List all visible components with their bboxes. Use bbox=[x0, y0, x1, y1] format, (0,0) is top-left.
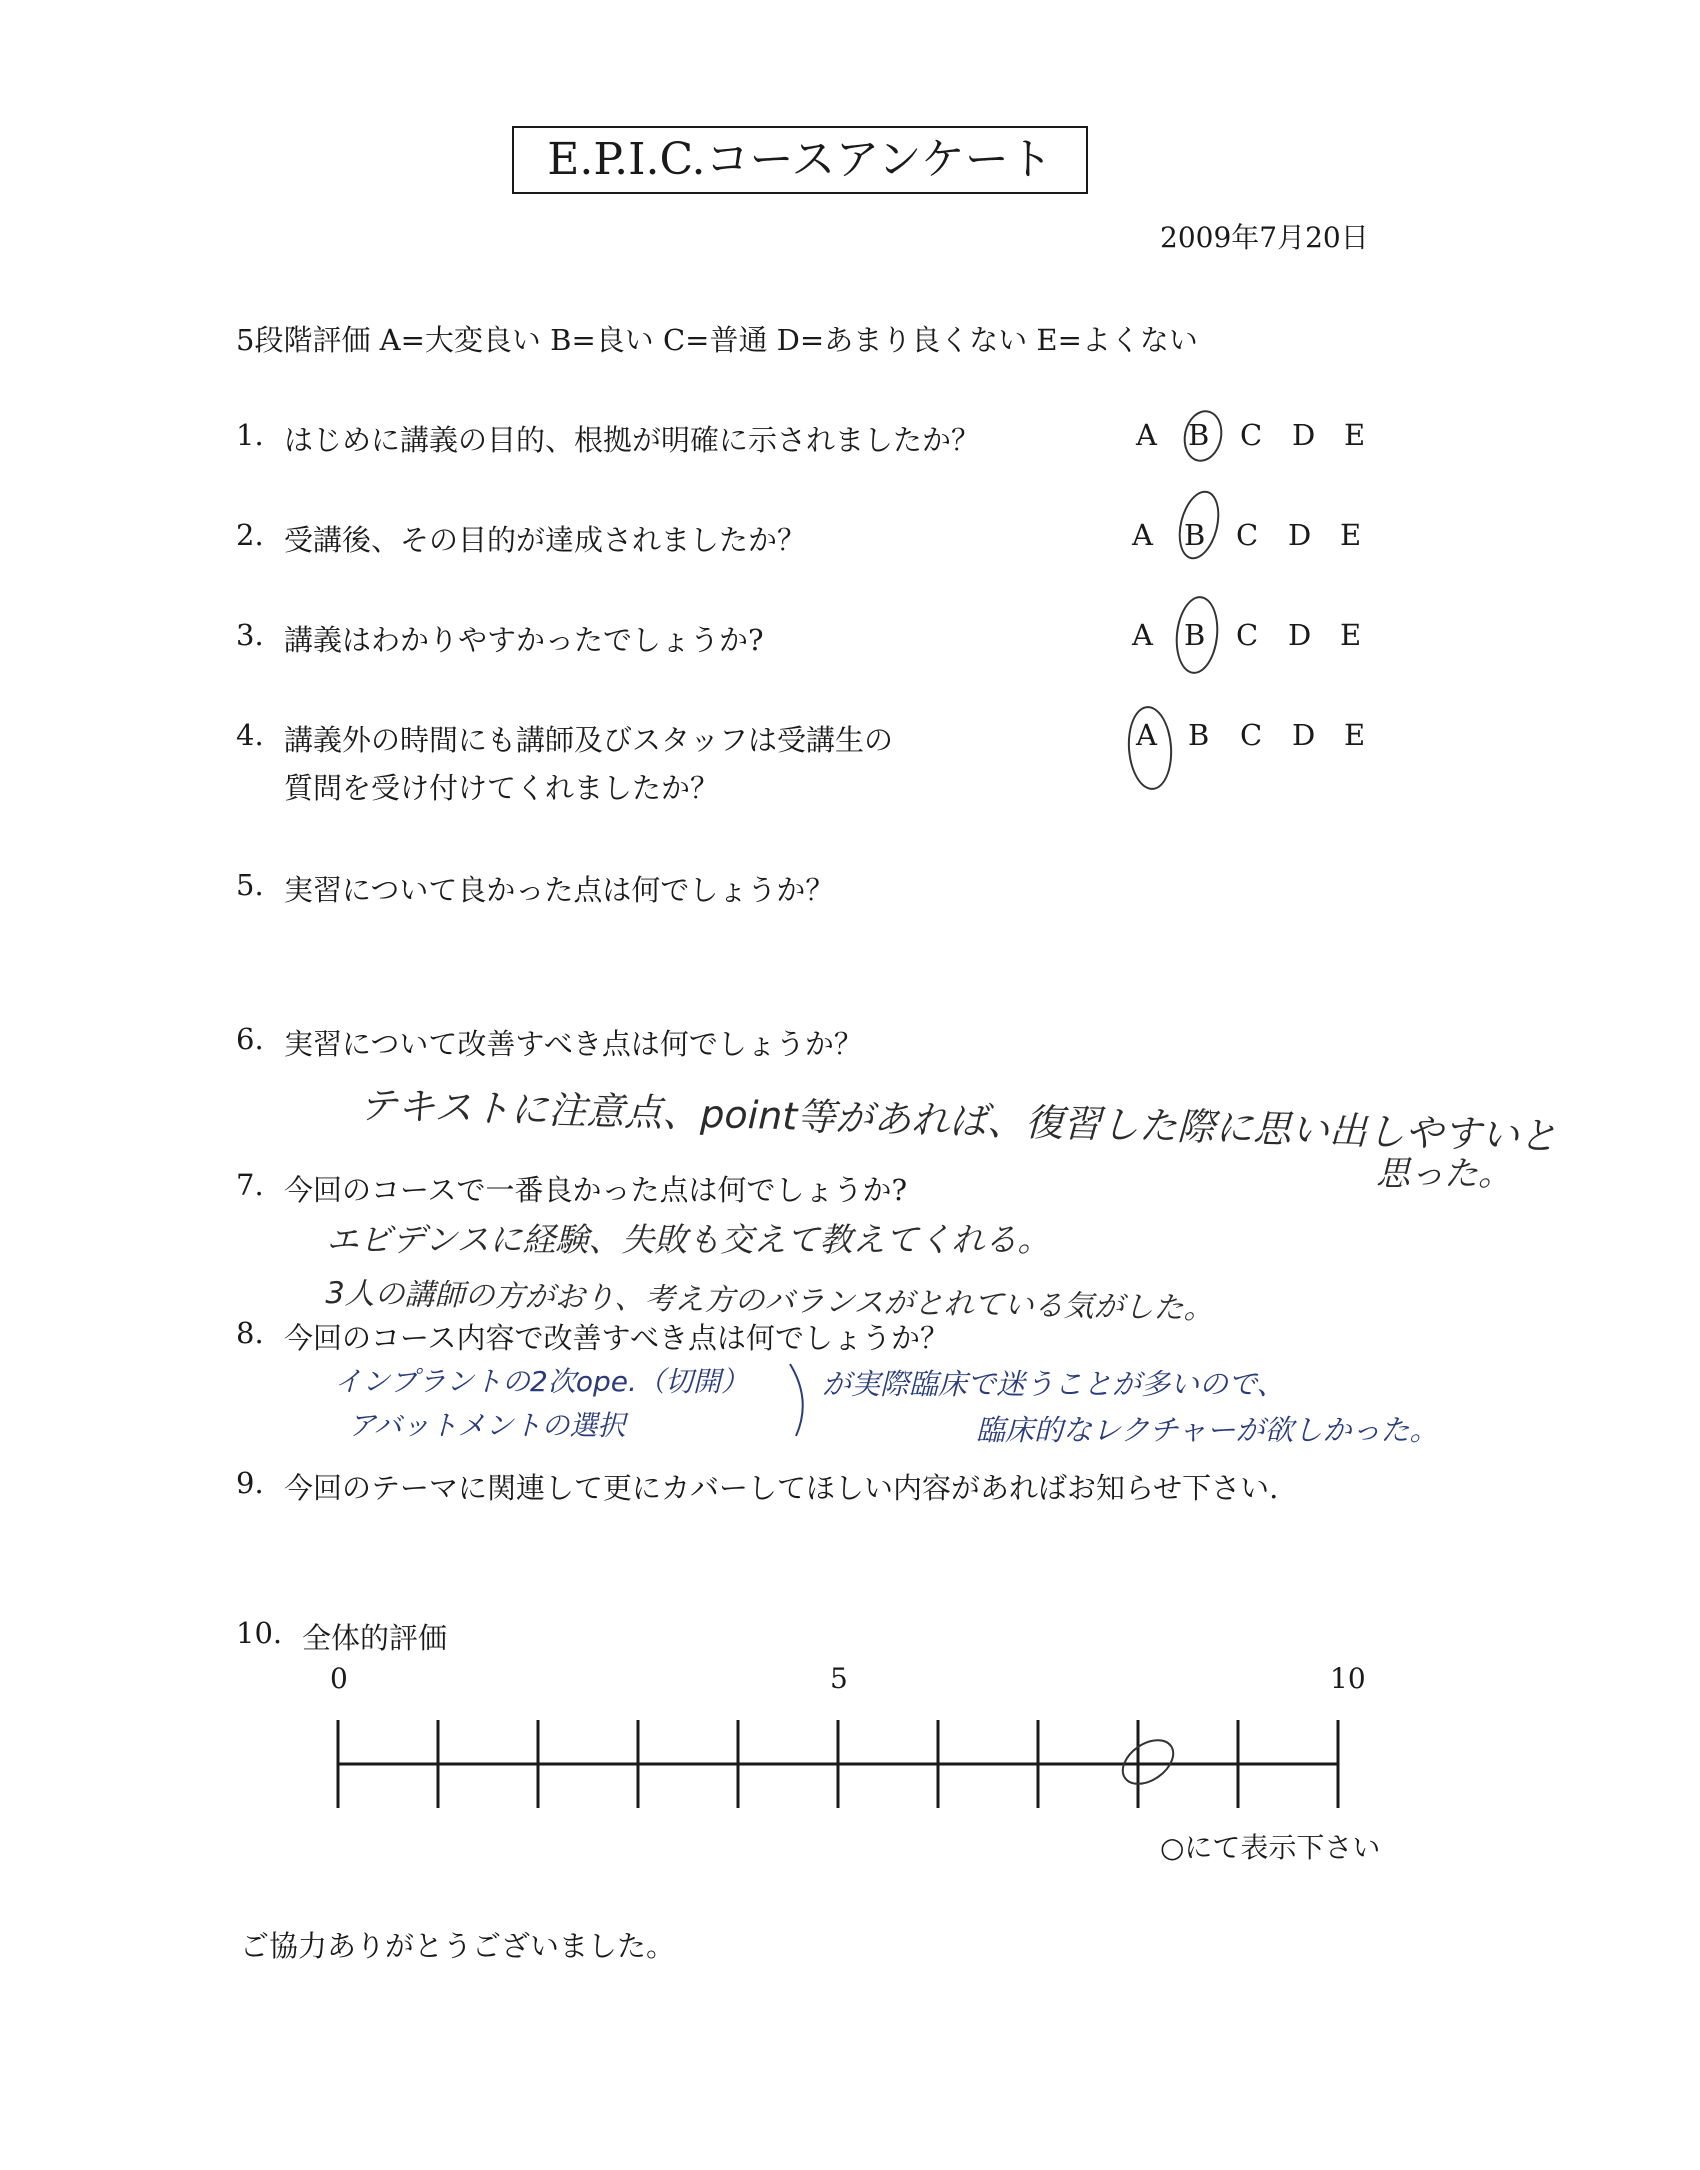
answer-q8-line-2: アバットメントの選択 bbox=[348, 1409, 626, 1442]
option-e[interactable]: E bbox=[1344, 418, 1366, 452]
scale-tick-label: 0 bbox=[330, 1662, 348, 1695]
overall-rating-mark bbox=[1115, 1731, 1182, 1793]
survey-date: 2009年7月20日 bbox=[1160, 221, 1369, 254]
question-text: 今回のコース内容で改善すべき点は何でしょうか？ bbox=[284, 1321, 949, 1355]
answer-q6-line-2: 思った。 bbox=[1376, 1154, 1512, 1194]
option-b[interactable]: B bbox=[1188, 418, 1210, 452]
question-text: 実習について良かった点は何でしょうか？ bbox=[284, 873, 835, 907]
option-b[interactable]: B bbox=[1184, 518, 1206, 552]
scale-tick-label: 10 bbox=[1330, 1662, 1366, 1695]
question-number: 10. bbox=[236, 1616, 283, 1650]
selection-mark bbox=[1172, 594, 1222, 676]
question-text: 全体的評価 bbox=[302, 1621, 448, 1655]
question-text: 講義外の時間にも講師及びスタッフは受講生の bbox=[284, 723, 894, 757]
option-e[interactable]: E bbox=[1340, 518, 1362, 552]
option-a[interactable]: A bbox=[1132, 518, 1153, 552]
option-a[interactable]: A bbox=[1136, 718, 1157, 752]
question-number: 1. bbox=[236, 418, 264, 452]
overall-rating-scale[interactable] bbox=[300, 1660, 1420, 1820]
scale-tick-label: 5 bbox=[830, 1662, 848, 1695]
question-number: 5. bbox=[236, 868, 264, 902]
rating-options[interactable] bbox=[1136, 418, 1396, 454]
question-number: 8. bbox=[236, 1316, 264, 1350]
option-c[interactable]: C bbox=[1240, 418, 1263, 452]
option-c[interactable]: C bbox=[1236, 618, 1259, 652]
question-text: はじめに講義の目的、根拠が明確に示されましたか？ bbox=[284, 423, 981, 457]
answer-q7-line-1: エビデンスに経験、失敗も交えて教えてくれる。 bbox=[326, 1220, 1051, 1259]
answer-q8-line-4: 臨床的なレクチャーが欲しかった。 bbox=[976, 1413, 1439, 1447]
question-text: 実習について改善すべき点は何でしょうか？ bbox=[284, 1027, 863, 1061]
question-number: 6. bbox=[236, 1022, 264, 1056]
answer-q8-line-3: が実際臨床で迷うことが多いので、 bbox=[822, 1367, 1286, 1401]
option-c[interactable]: C bbox=[1240, 718, 1263, 752]
option-d[interactable]: D bbox=[1292, 418, 1316, 452]
rating-options[interactable] bbox=[1132, 518, 1392, 554]
question-number: 4. bbox=[236, 718, 264, 752]
scale-instruction: ○にて表示下さい bbox=[1160, 1831, 1381, 1864]
option-d[interactable]: D bbox=[1288, 518, 1312, 552]
answer-bracket bbox=[786, 1360, 816, 1440]
selection-mark bbox=[1179, 407, 1227, 466]
rating-options[interactable] bbox=[1136, 718, 1396, 754]
thank-you-message: ご協力ありがとうございました。 bbox=[240, 1929, 676, 1963]
question-number: 2. bbox=[236, 518, 264, 552]
answer-q6-line-1: テキストに注意点、point等があれば、復習した際に思い出しやすいと bbox=[358, 1082, 1558, 1159]
option-a[interactable]: A bbox=[1132, 618, 1153, 652]
option-e[interactable]: E bbox=[1344, 718, 1366, 752]
answer-q8-line-1: インプラントの2次ope.（切開） bbox=[334, 1365, 749, 1398]
survey-title: E.P.I.C.コースアンケート bbox=[512, 126, 1088, 194]
question-number: 9. bbox=[236, 1466, 264, 1500]
question-number: 3. bbox=[236, 618, 264, 652]
answer-q7-line-2: 3人の講師の方がおり、考え方のバランスがとれている気がした。 bbox=[325, 1275, 1214, 1327]
question-number: 7. bbox=[236, 1168, 264, 1202]
question-text: 質問を受け付けてくれましたか？ bbox=[284, 771, 720, 805]
option-d[interactable]: D bbox=[1292, 718, 1316, 752]
question-text: 講義はわかりやすかったでしょうか? bbox=[284, 623, 764, 657]
option-d[interactable]: D bbox=[1288, 618, 1312, 652]
option-e[interactable]: E bbox=[1340, 618, 1362, 652]
option-b[interactable]: B bbox=[1184, 618, 1206, 652]
option-b[interactable]: B bbox=[1188, 718, 1210, 752]
option-a[interactable]: A bbox=[1136, 418, 1157, 452]
option-c[interactable]: C bbox=[1236, 518, 1259, 552]
question-text: 受講後、その目的が達成されましたか？ bbox=[284, 523, 807, 557]
rating-scale-legend: 5段階評価 A=大変良い B=良い C=普通 D=あまり良くない E=よくない bbox=[236, 323, 1198, 357]
rating-options[interactable] bbox=[1132, 618, 1392, 654]
question-text: 今回のテーマに関連して更にカバーしてほしい内容があればお知らせ下さい. bbox=[284, 1471, 1279, 1505]
question-text: 今回のコースで一番良かった点は何でしょうか? bbox=[284, 1173, 908, 1207]
